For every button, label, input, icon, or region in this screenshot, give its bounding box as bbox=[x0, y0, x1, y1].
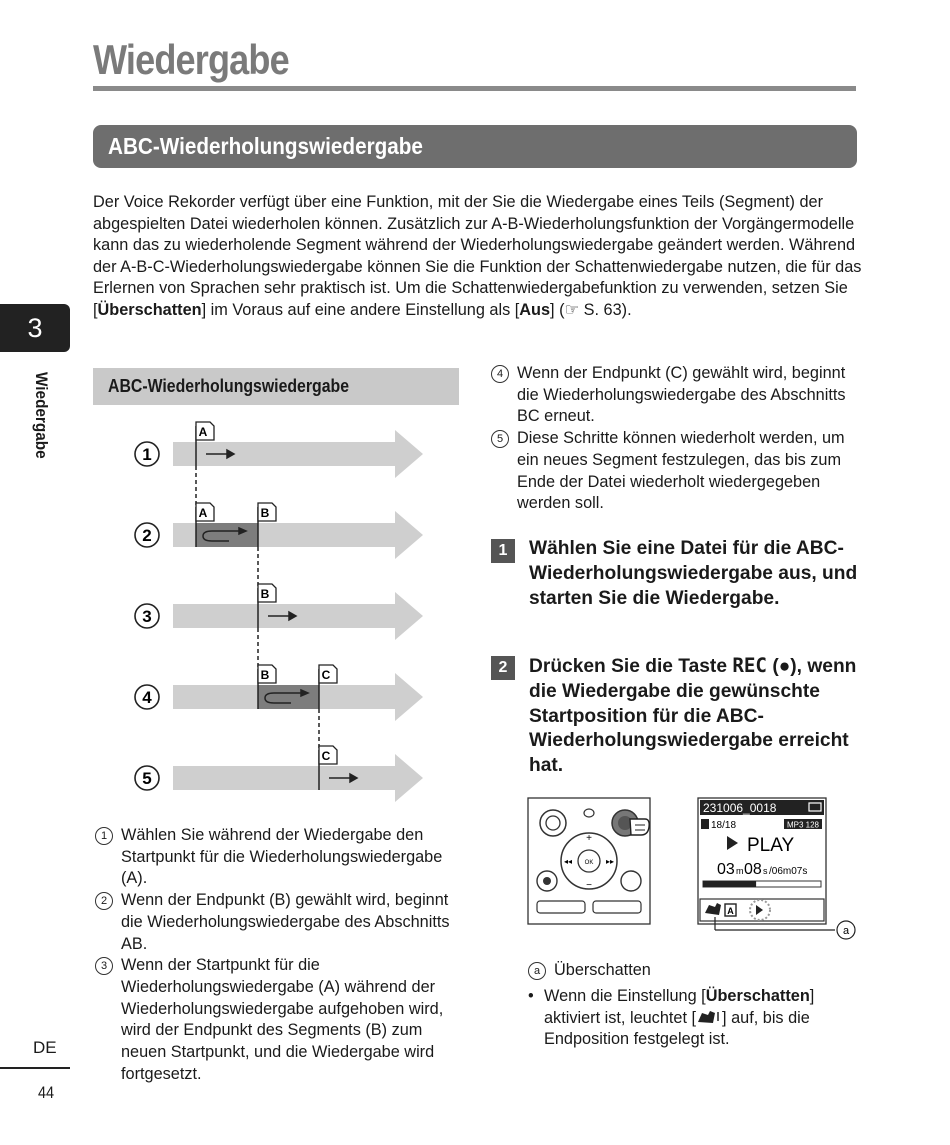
progress-fill bbox=[703, 881, 756, 887]
svg-text:2: 2 bbox=[142, 526, 152, 545]
svg-text:B: B bbox=[260, 587, 270, 601]
hand-pointer-icon bbox=[630, 819, 649, 835]
steps-right-list bbox=[491, 363, 861, 515]
chapter-number: 3 bbox=[27, 313, 43, 343]
svg-text:A: A bbox=[198, 506, 208, 520]
row-number-2 bbox=[135, 523, 159, 547]
time-seconds: 08 bbox=[744, 861, 762, 878]
flag-a-row1 bbox=[196, 422, 214, 440]
abc-repeat-diagram bbox=[93, 412, 433, 812]
recorder-display-illustration bbox=[697, 797, 857, 942]
shadowing-icon bbox=[696, 1009, 722, 1025]
svg-text:s: s bbox=[763, 866, 768, 876]
list-item: 4 Wenn der Endpunkt (C) gewählt wird, beginnt die Wiederholungswiedergabe des Abschnitts BC erneut. bbox=[491, 363, 861, 428]
svg-text:OK: OK bbox=[584, 860, 594, 866]
total-time: /06m07s bbox=[769, 866, 808, 877]
svg-text:+: + bbox=[586, 833, 592, 844]
svg-text:−: − bbox=[586, 880, 592, 891]
row-number-3 bbox=[135, 604, 159, 628]
intro-paragraph: Der Voice Rekorder verfügt über eine Funktion, mit der Sie die Wiedergabe eines Teils (Segment) der abgespielten Datei wiederholen können. Zusätzlich zur A-B-Wiederholungsfunktion der Vorgängermodelle kann das zu wiederholende Segment während der Wiederholungswiedergabe geändert werden. Während der A-B-C-Wiederholungswiedergabe können Sie die Funktion der Schattenwiedergabe nutzen, die für das Erlernen von Sprachen sehr praktisch ist. Um die Schattenwiedergabefunktion zu verwenden, setzen Sie [Überschatten] im Voraus auf eine andere Einstellung als [Aus] (☞ S. 63). bbox=[93, 193, 862, 319]
title-rule bbox=[93, 86, 856, 91]
page-title: Wiedergabe bbox=[93, 36, 289, 83]
diagram-title: ABC-Wiederholungswiedergabe bbox=[108, 376, 350, 396]
intro-bold-setting: Überschatten bbox=[97, 300, 202, 319]
procedure-step-number: 2 bbox=[491, 656, 515, 680]
svg-text:a: a bbox=[842, 925, 850, 937]
procedure-step-number: 1 bbox=[491, 539, 515, 563]
language-rule bbox=[0, 1067, 70, 1069]
svg-text:3: 3 bbox=[142, 607, 152, 626]
section-title: ABC-Wiederholungswiedergabe bbox=[108, 133, 423, 159]
svg-text:C: C bbox=[321, 668, 331, 682]
svg-text:m: m bbox=[736, 866, 744, 876]
flag-b-row2 bbox=[258, 503, 276, 521]
list-item: 1 Wählen Sie während der Wiedergabe den Startpunkt für die Wiederholungswiedergabe (A). bbox=[95, 825, 465, 890]
flag-b-row3 bbox=[258, 584, 276, 602]
row-number-1 bbox=[135, 442, 159, 466]
list-item: 2 Wenn der Endpunkt (B) gewählt wird, beginnt die Wiederholungswiedergabe des Abschnitts AB. bbox=[95, 890, 465, 955]
svg-text:A: A bbox=[198, 425, 208, 439]
annotation-a-marker bbox=[837, 921, 855, 939]
row-number-4 bbox=[135, 685, 159, 709]
flag-c-row5 bbox=[319, 746, 337, 764]
svg-text:4: 4 bbox=[142, 688, 152, 707]
annotation-label: a Überschatten bbox=[528, 961, 651, 980]
page-number: 44 bbox=[38, 1083, 55, 1102]
stop-button bbox=[537, 871, 557, 891]
svg-text:B: B bbox=[260, 506, 270, 520]
svg-text:C: C bbox=[321, 749, 331, 763]
bullet-bold-setting: Überschatten bbox=[705, 987, 810, 1005]
bullet-note: • Wenn die Einstellung [Überschatten] aktiviert ist, leuchtet [ ] auf, bis die Endposition festgelegt ist. bbox=[528, 987, 815, 1049]
segment-bc bbox=[258, 685, 319, 709]
svg-text:B: B bbox=[260, 668, 270, 682]
erase-button bbox=[621, 871, 641, 891]
file-name: 231006_0018 bbox=[703, 801, 777, 815]
format-badge: MP3 128 bbox=[786, 820, 820, 830]
svg-text:▸▸: ▸▸ bbox=[605, 857, 615, 866]
repeat-mode-icon: A bbox=[727, 906, 734, 916]
chapter-side-label: Wiedergabe bbox=[32, 372, 51, 459]
list-item: 5 Diese Schritte können wiederholt werden, um ein neues Segment festzulegen, das bis zum Ende der Datei wiederholt wiedergegeben werden soll. bbox=[491, 428, 861, 515]
recorder-buttons-illustration bbox=[527, 797, 651, 925]
procedure-step-text: Wählen Sie eine Datei für die ABC-Wiederholungswiedergabe aus, und starten Sie die Wiedergabe. bbox=[529, 538, 858, 609]
procedure-step-text: Drücken Sie die Taste REC (●), wenn die Wiedergabe die gewünschte Startposition für die ABC-Wiederholungswiedergabe erreicht hat. bbox=[529, 654, 857, 777]
row-5-arrow bbox=[173, 754, 423, 802]
file-index: 18/18 bbox=[711, 820, 737, 831]
segment-ab bbox=[196, 523, 258, 547]
time-minutes: 03 bbox=[717, 861, 735, 878]
intro-bold-off: Aus bbox=[519, 300, 551, 319]
svg-text:1: 1 bbox=[142, 445, 152, 464]
steps-left-list bbox=[95, 825, 465, 1085]
row-number-5 bbox=[135, 766, 159, 790]
row-3-arrow bbox=[173, 592, 423, 640]
svg-text:◂◂: ◂◂ bbox=[563, 857, 573, 866]
list-item: 3 Wenn der Startpunkt für die Wiederholungswiedergabe (A) während der Wiederholungswiedergabe aufgehoben wird, wird der Endpunkt des Segments (B) zum neuen Startpunkt, und die Wiedergabe wird fortgesetzt. bbox=[95, 955, 465, 1085]
menu-button bbox=[540, 810, 566, 836]
flag-b-row4 bbox=[258, 665, 276, 683]
svg-text:5: 5 bbox=[142, 769, 152, 788]
play-status: PLAY bbox=[747, 835, 795, 856]
rec-key-label: REC bbox=[732, 654, 767, 677]
flag-c-row4 bbox=[319, 665, 337, 683]
flag-a-row2 bbox=[196, 503, 214, 521]
language-label: DE bbox=[33, 1038, 57, 1057]
